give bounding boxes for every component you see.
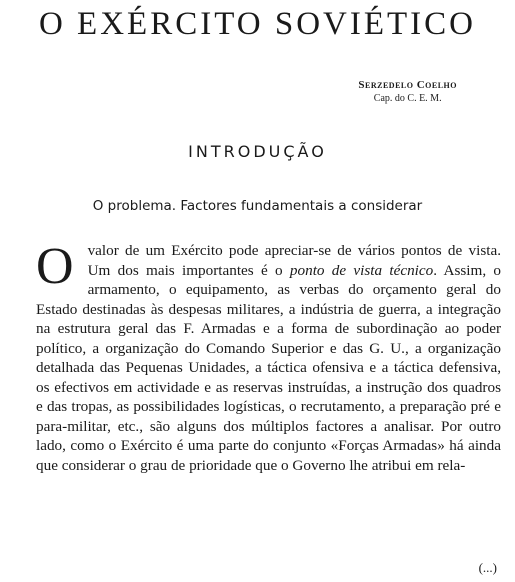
author-name: Serzedelo Coelho (358, 79, 457, 91)
author-block (358, 78, 457, 105)
subheading: O problema. Factores fundamentais a considerar (92, 198, 423, 214)
section-heading: INTRODUÇÃO (188, 142, 327, 161)
paragraph-text-rest: . Assim, o armamento, o equipamento, as verbas do orçamento geral do Estado destinadas às despesas militares, a indústria de guerra, a integração na estrutura geral das F. Armadas e a forma de subordinação ao poder político, a organização do Comando Superior e das G. U., a organização detalhada das Pequenas Unidades, a táctica ofensiva e a táctica defensiva, os efectivos em actividade e as reservas instruídas, a instrução dos quadros e das tropas, as possibilidades logísticas, o recrutamento, a preparação pré e para-militar, etc., são alguns dos múltiplos factores a analisar. Por outro lado, como o Exército é uma parte do conjunto «Forças Armadas» há ainda que considerar o grau de prioridade que o Governo lhe atribui em rela- (36, 261, 502, 474)
paragraph-text-start: valor de um Exército pode apreciar-se de vários pontos de vista. Um dos mais importantes é o (87, 242, 501, 279)
author-rank: Cap. do C. E. M. (373, 93, 442, 104)
continuation-marker: (...) (478, 560, 497, 575)
paragraph-italic-phrase: ponto de vista técnico (289, 261, 434, 279)
article-title: O EXÉRCITO SOVIÉTICO (38, 6, 477, 42)
drop-cap: O (36, 238, 74, 295)
body-paragraph (36, 238, 502, 475)
